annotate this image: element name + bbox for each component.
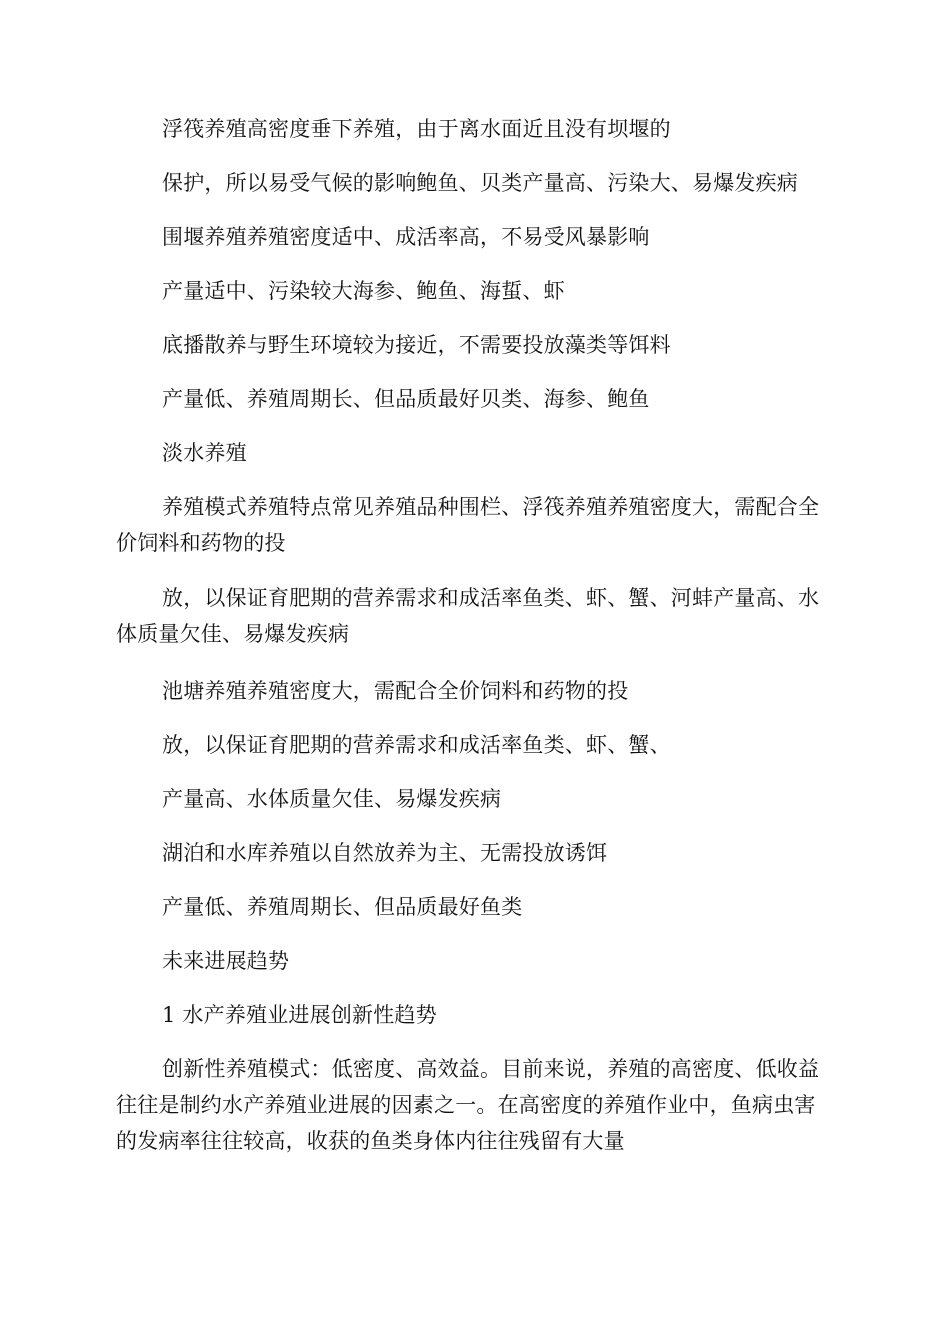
paragraph: 浮筏养殖高密度垂下养殖，由于离水面近且没有坝堰的 <box>162 117 671 141</box>
paragraph: 产量低、养殖周期长、但品质最好鱼类 <box>162 895 523 919</box>
paragraph: 湖泊和水库养殖以自然放养为主、无需投放诱饵 <box>162 841 608 865</box>
paragraph: 池塘养殖养殖密度大，需配合全价饲料和药物的投 <box>162 679 629 703</box>
paragraph: 产量适中、污染较大海参、鲍鱼、海蜇、虾 <box>162 279 565 303</box>
paragraph: 保护，所以易受气候的影响鲍鱼、贝类产量高、污染大、易爆发疾病 <box>162 171 798 195</box>
paragraph: 底播散养与野生环境较为接近，不需要投放藻类等饵料 <box>162 333 671 357</box>
paragraph: 创新性养殖模式：低密度、高效益。目前来说，养殖的高密度、低收益往往是制约水产养殖业进展的因素之一。在高密度的养殖作业中，鱼病虫害的发病率往往较高，收获的鱼类身体内往往残留有大量 <box>116 1057 820 1153</box>
section-heading: 未来进展趋势 <box>162 949 290 973</box>
paragraph: 产量低、养殖周期长、但品质最好贝类、海参、鲍鱼 <box>162 387 650 411</box>
subsection-heading: 1 水产养殖业进展创新性趋势 <box>162 1003 437 1027</box>
paragraph: 养殖模式养殖特点常见养殖品种围栏、浮筏养殖养殖密度大，需配合全价饲料和药物的投 <box>116 495 820 555</box>
paragraph: 产量高、水体质量欠佳、易爆发疾病 <box>162 787 502 811</box>
paragraph: 放，以保证育肥期的营养需求和成活率鱼类、虾、蟹、河蚌产量高、水体质量欠佳、易爆发疾病 <box>116 586 820 646</box>
section-heading: 淡水养殖 <box>162 441 247 465</box>
paragraph: 围堰养殖养殖密度适中、成活率高，不易受风暴影响 <box>162 225 650 249</box>
paragraph: 放，以保证育肥期的营养需求和成活率鱼类、虾、蟹、 <box>162 733 671 757</box>
